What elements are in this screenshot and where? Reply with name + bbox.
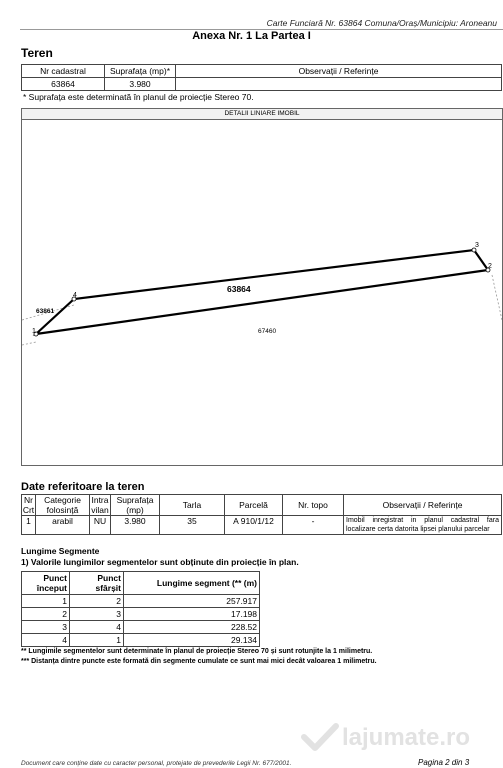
neighbor-boundary-line <box>22 342 36 345</box>
segments-subtitle: 1) Valorile lungimilor segmentelor sunt obținute din proiecție în plan. <box>21 557 299 567</box>
col-suprafata: Suprafața (mp) <box>111 495 160 516</box>
suprafata-footnote: * Suprafața este determinată în planul de proiecție Stereo 70. <box>23 92 254 102</box>
segments-note-2: ** Lungimile segmentelor sunt determinate în planul de proiecție Stereo 70 și sunt rotunjite la 1 milimetru. <box>21 648 373 655</box>
cell-suprafata: 3.980 <box>105 78 176 91</box>
cell-lungime: 17.198 <box>124 608 260 621</box>
cell-punct-sfarsit: 3 <box>70 608 124 621</box>
cell-punct-sfarsit: 2 <box>70 595 124 608</box>
page-number: Pagina 2 din 3 <box>418 758 470 767</box>
table-row <box>22 608 260 621</box>
neighbor-parcel-label: 63861 <box>36 308 55 315</box>
cell-nr-crt: 1 <box>22 516 36 535</box>
table-row <box>22 621 260 634</box>
table-row <box>22 516 502 535</box>
point-label-4: 4 <box>73 292 77 299</box>
cell-punct-inceput: 2 <box>22 608 70 621</box>
col-categorie: Categorie folosință <box>36 495 90 516</box>
segments-table <box>21 571 260 647</box>
table-row <box>22 634 260 647</box>
point-label-2: 2 <box>488 263 492 270</box>
point-label-1: 1 <box>32 328 36 335</box>
segments-note-3: *** Distanța dintre puncte este formată din segmente cumulate ce sunt mai mici decât valoarea 1 milimetru. <box>21 658 377 665</box>
parcel-sketch <box>22 120 502 465</box>
watermark-check-icon <box>300 721 340 753</box>
col-suprafata: Suprafața (mp)* <box>105 65 176 78</box>
point-label-3: 3 <box>475 242 479 249</box>
cell-observatii: Imobil inregistrat in planul cadastral fara localizare certa datorita lipsei planului parcelar <box>344 516 502 535</box>
col-observatii: Observații / Referințe <box>176 65 502 78</box>
cell-punct-sfarsit: 4 <box>70 621 124 634</box>
watermark-text: lajumate.ro <box>342 724 471 751</box>
section-title-teren: Teren <box>21 46 53 60</box>
cell-nr-topo: - <box>283 516 344 535</box>
document-title: Anexa Nr. 1 La Partea I <box>192 30 311 42</box>
col-tarla: Tarla <box>160 495 225 516</box>
cell-lungime: 228.52 <box>124 621 260 634</box>
header-carte-funciara: Carte Funciară Nr. 63864 Comuna/Oraș/Municipiu: Aroneanu <box>266 18 497 28</box>
map-panel <box>21 108 503 466</box>
cell-observatii <box>176 78 502 91</box>
cell-punct-inceput: 1 <box>22 595 70 608</box>
neighbor-boundary-line <box>492 275 502 320</box>
cell-punct-sfarsit: 1 <box>70 634 124 647</box>
cell-categorie: arabil <box>36 516 90 535</box>
footer-legal-note: Document care conține date cu caracter personal, protejate de prevederile Legii Nr. 677/2001. <box>21 760 292 767</box>
col-nr-crt: Nr Crt <box>22 495 35 515</box>
date-teren-table <box>21 494 502 535</box>
cell-lungime: 257.917 <box>124 595 260 608</box>
cell-lungime: 29.134 <box>124 634 260 647</box>
teren-table <box>21 64 502 91</box>
cell-nr-cadastral: 63864 <box>22 78 105 91</box>
table-row <box>22 78 502 91</box>
col-parcela: Parcelă <box>225 495 283 516</box>
date-teren-header <box>22 495 502 516</box>
section-title-date-teren: Date referitoare la teren <box>21 481 145 493</box>
adjacent-parcel-label: 67460 <box>258 328 277 335</box>
col-intravilan: Intra vilan <box>91 495 109 515</box>
cell-punct-inceput: 3 <box>22 621 70 634</box>
map-title: DETALII LINIARE IMOBIL <box>22 109 502 120</box>
col-observatii: Observații / Referințe <box>344 495 502 516</box>
cell-parcela: A 910/1/12 <box>225 516 283 535</box>
cell-suprafata: 3.980 <box>111 516 160 535</box>
cell-tarla: 35 <box>160 516 225 535</box>
parcel-number-label: 63864 <box>227 284 251 294</box>
col-punct-sfarsit: Punct sfârșit <box>70 572 124 595</box>
parcel-polygon <box>36 250 488 334</box>
segments-table-header <box>22 572 260 595</box>
teren-table-header <box>22 65 502 78</box>
cell-punct-inceput: 4 <box>22 634 70 647</box>
col-punct-inceput: Punct început <box>22 572 70 595</box>
section-title-lungime-segmente: Lungime Segmente <box>21 546 100 556</box>
cell-intravilan: NU <box>90 516 111 535</box>
col-nr-topo: Nr. topo <box>283 495 344 516</box>
col-nr-cadastral: Nr cadastral <box>22 65 105 78</box>
col-lungime-segment: Lungime segment (** (m) <box>124 572 260 595</box>
table-row <box>22 595 260 608</box>
